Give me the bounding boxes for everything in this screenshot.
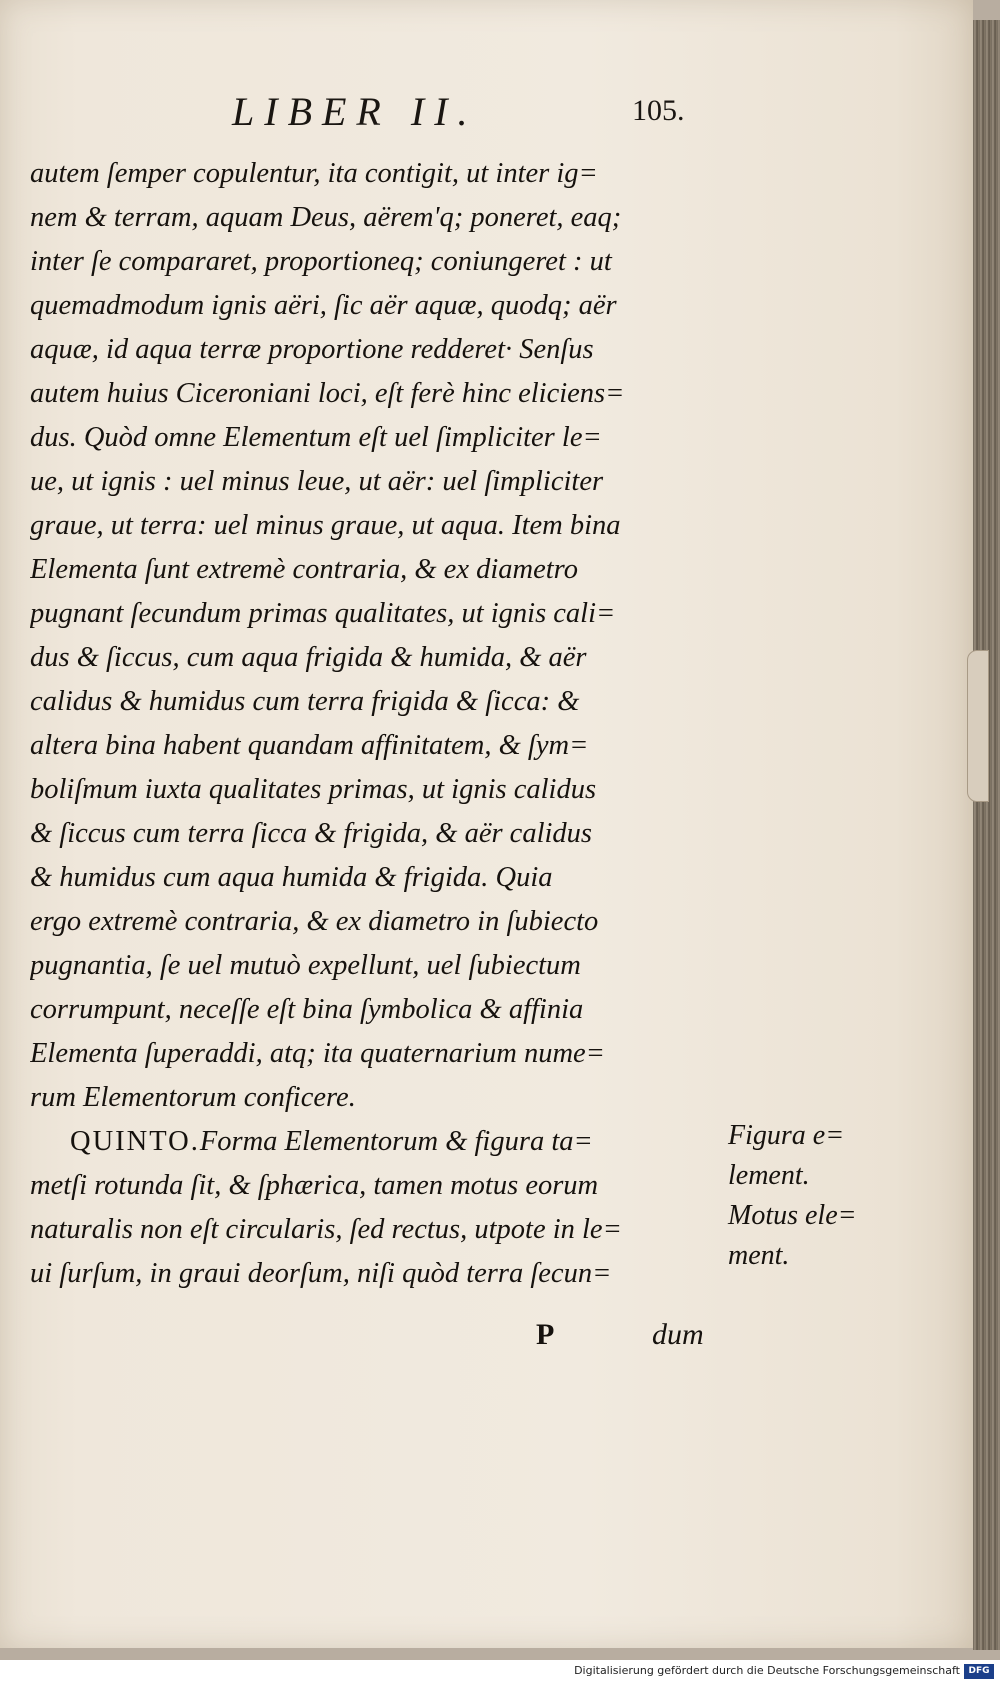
text-line: inter ſe compararet, proportioneq; coniungeret : ut (30, 246, 612, 277)
footer-credit: Digitalisierung gefördert durch die Deutsche Forschungsgemeinschaft (574, 1664, 960, 1677)
text-line: & humidus cum aqua humida & frigida. Quia (30, 862, 553, 893)
text-line: pugnantia, ſe uel mutuò expellunt, uel ſubiectum (30, 950, 581, 981)
margin-note: lement. (728, 1160, 810, 1191)
text-line: ue, ut ignis : uel minus leue, ut aër: uel ſimpliciter (30, 466, 604, 497)
paragraph2-first-text: Forma Elementorum & figura ta= (199, 1126, 593, 1157)
text-line: dus. Quòd omne Elementum eſt uel ſimpliciter le= (30, 422, 602, 453)
body-text (30, 152, 714, 1296)
text-line: altera bina habent quandam affinitatem, & ſym= (30, 730, 589, 761)
catch-line (0, 1318, 973, 1362)
text-line: boliſmum iuxta qualitates primas, ut ignis calidus (30, 774, 597, 805)
text-line: nem & terram, aquam Deus, aërem'q; poneret, eaq; (30, 202, 622, 233)
page-number: 105. (632, 94, 685, 127)
text-line: naturalis non eſt circularis, ſed rectus, utpote in le= (30, 1214, 622, 1245)
signature-mark: P (536, 1318, 555, 1351)
text-line: calidus & humidus cum terra frigida & ſicca: & (30, 686, 580, 717)
text-line: aquæ, id aqua terræ proportione redderet· Senſus (30, 334, 594, 365)
text-line: ergo extremè contraria, & ex diametro in ſubiecto (30, 906, 599, 937)
text-line: dus & ſiccus, cum aqua frigida & humida, & aër (30, 642, 587, 673)
text-line: metſi rotunda ſit, & ſphærica, tamen motus eorum (30, 1170, 599, 1201)
text-line: & ſiccus cum terra ſicca & frigida, & aër calidus (30, 818, 593, 849)
text-line: pugnant ſecundum primas qualitates, ut ignis cali= (30, 598, 616, 629)
catchword: dum (652, 1318, 704, 1351)
running-title: LIBER II. (232, 89, 478, 134)
text-line: autem huius Ciceroniani loci, eſt ferè hinc eliciens= (30, 378, 625, 409)
margin-note: Figura e= (728, 1120, 845, 1151)
paragraph2-first-line (30, 1120, 714, 1164)
dfg-logo: DFG (964, 1664, 994, 1679)
text-line: ui ſurſum, in graui deorſum, niſi quòd terra ſecun= (30, 1258, 612, 1289)
text-line: autem ſemper copulentur, ita contigit, ut inter ig= (30, 158, 598, 189)
page-header (0, 88, 973, 138)
text-line: rum Elementorum conficere. (30, 1082, 356, 1113)
paragraph2-lead: QUINTO. (70, 1126, 200, 1157)
margin-notes (728, 1116, 888, 1276)
margin-note: ment. (728, 1240, 790, 1271)
text-line: quemadmodum ignis aëri, ſic aër aquæ, quodq; aër (30, 290, 617, 321)
text-line: corrumpunt, neceſſe eſt bina ſymbolica & affinia (30, 994, 584, 1025)
page-edges (973, 20, 1000, 1650)
text-line: Elementa ſuperaddi, atq; ita quaternarium nume= (30, 1038, 605, 1069)
text-line: graue, ut terra: uel minus graue, ut aqua. Item bina (30, 510, 621, 541)
footer-bar (0, 1662, 1000, 1683)
text-line: Elementa ſunt extremè contraria, & ex diametro (30, 554, 578, 585)
margin-note: Motus ele= (728, 1200, 857, 1231)
page-tab (967, 650, 989, 802)
